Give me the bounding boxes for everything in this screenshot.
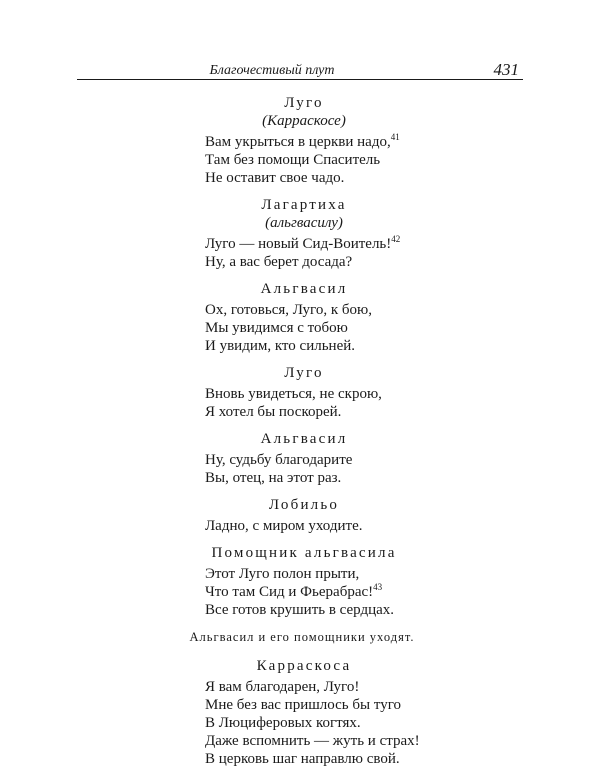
speaker-name: Альгвасил: [260, 431, 348, 447]
verse-line: Мне без вас пришлось бы туго: [205, 697, 401, 713]
speech-block: [0, 544, 600, 619]
stage-aside: (Карраскосе): [262, 113, 346, 129]
verse-line: Там без помощи Спаситель: [205, 152, 381, 168]
speech-block: [0, 430, 600, 487]
verse-line: Вновь увидеться, не скрою,: [205, 386, 382, 402]
running-title: Благочестивый плут: [209, 63, 335, 78]
verse: [205, 565, 600, 619]
verse-line: Не оставит свое чадо.: [205, 170, 345, 186]
verse-line: Этот Луго полон прыти,: [205, 566, 360, 582]
verse-line: Я хотел бы поскорей.: [205, 404, 342, 420]
verse: [205, 301, 600, 355]
speech-block: [0, 280, 600, 355]
stage-direction: Альгвасил и его помощники уходят.: [189, 630, 415, 644]
play-text: [0, 94, 600, 777]
verse-line: И увидим, кто сильней.: [205, 338, 356, 354]
footnote-ref: 42: [391, 234, 401, 244]
verse-line: Луго — новый Сид-Воитель!$^{42}$: [205, 234, 401, 252]
page-number: 431: [493, 60, 519, 79]
verse-line: Ну, а вас берет досада?: [205, 254, 353, 270]
running-head: [77, 60, 523, 80]
verse-line: В церковь шаг направлю свой.: [205, 751, 400, 767]
verse-line: Вы, отец, на этот раз.: [205, 470, 342, 486]
footnote-ref: 43: [373, 582, 383, 592]
speaker-name: Лагартиха: [261, 197, 347, 213]
footnote-ref: 41: [390, 132, 400, 142]
speaker-name: Альгвасил: [260, 281, 348, 297]
verse: [205, 451, 600, 487]
verse-line: Ох, готовься, Луго, к бою,: [205, 302, 372, 318]
verse-line: Даже вспомнить — жуть и страх!: [205, 733, 420, 749]
speaker-name: Карраскоса: [256, 658, 352, 674]
speech-block: [0, 657, 600, 768]
verse: [205, 235, 600, 271]
speaker-name: Помощник альгвасила: [211, 545, 397, 561]
verse-line: Вам укрыться в церкви надо,$^{41}$: [205, 132, 400, 150]
verse: [205, 385, 600, 421]
speech-block: [0, 196, 600, 271]
verse-line: Ладно, с миром уходите.: [205, 518, 363, 534]
speech-block: [0, 94, 600, 187]
speaker-name: Луго: [284, 95, 324, 111]
speech-block: [0, 364, 600, 421]
speech-block: [0, 496, 600, 535]
verse-line: Ну, судьбу благодарите: [205, 452, 353, 468]
speaker-name: Лобильо: [268, 497, 340, 513]
verse: [205, 133, 600, 187]
verse-line: Мы увидимся с тобою: [205, 320, 348, 336]
verse: [205, 678, 600, 768]
verse: [205, 517, 600, 535]
verse-line: Что там Сид и Фьерабрас!$^{43}$: [205, 582, 383, 600]
header-rule: [77, 79, 523, 80]
stage-aside: (альгвасилу): [265, 215, 343, 231]
verse-line: Все готов крушить в сердцах.: [205, 602, 395, 618]
verse-line: В Люциферовых когтях.: [205, 715, 361, 731]
speaker-name: Луго: [284, 365, 324, 381]
verse-line: Я вам благодарен, Луго!: [205, 679, 360, 695]
